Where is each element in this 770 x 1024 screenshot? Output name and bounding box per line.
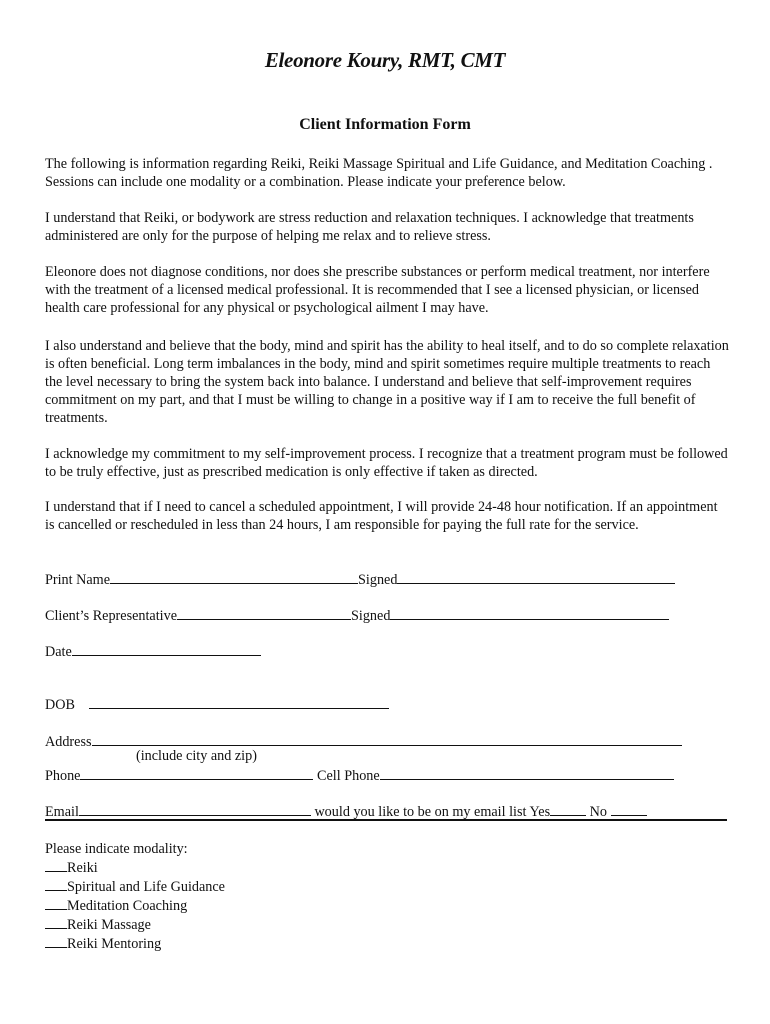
medical-disclaimer-paragraph: Eleonore does not diagnose conditions, nor does she prescribe substances or perform medical treatment, nor interfere with the treatment of a licensed medical professional. It is recommended that I see a licensed physician, or licensed health care professional for any physical or psychological ailment I may have.: [45, 264, 710, 316]
form-title: Client Information Form: [299, 116, 471, 133]
cell-phone-field[interactable]: [380, 765, 674, 780]
print-name-label: Print Name: [45, 572, 111, 588]
modality-option-meditation-coaching[interactable]: [45, 896, 225, 915]
address-note: (include city and zip): [136, 748, 257, 764]
address-label: Address: [45, 734, 92, 750]
stress-reduction-paragraph: I understand that Reiki, or bodywork are stress reduction and relaxation techniques. I acknowledge that treatments administered are only for the purpose of helping me relax and to relieve stress.: [45, 210, 694, 244]
signed-label: Signed: [358, 572, 398, 588]
email-list-question: would you like to be on my email list Yes: [314, 804, 551, 820]
modality-prompt: Please indicate modality:: [45, 841, 188, 857]
modality-option-spiritual-guidance[interactable]: [45, 877, 225, 896]
address-field[interactable]: [92, 731, 682, 746]
signature-field[interactable]: [397, 569, 675, 584]
section-divider: [45, 819, 727, 821]
phone-field[interactable]: [80, 765, 313, 780]
email-field[interactable]: [79, 801, 311, 816]
modality-option-label: Reiki: [67, 860, 98, 876]
checkbox-blank[interactable]: [45, 858, 67, 872]
modality-option-reiki-massage[interactable]: [45, 915, 225, 934]
email-row: [45, 801, 647, 821]
email-list-no-field[interactable]: [611, 801, 647, 816]
date-field[interactable]: [72, 641, 261, 656]
cancellation-paragraph: I understand that if I need to cancel a scheduled appointment, I will provide 24-48 hour notification. If an appointment is cancelled or rescheduled in less than 24 hours, I am responsible for paying the full rate for the service.: [45, 499, 718, 533]
email-label: Email: [45, 804, 79, 820]
modality-section: [45, 840, 225, 953]
date-label: Date: [45, 644, 72, 660]
representative-signature-field[interactable]: [390, 605, 669, 620]
modality-option-label: Spiritual and Life Guidance: [67, 879, 225, 895]
dob-row: [45, 694, 389, 714]
checkbox-blank[interactable]: [45, 877, 67, 891]
dob-field[interactable]: [89, 694, 389, 709]
dob-label: DOB: [45, 697, 75, 713]
representative-row: [45, 605, 669, 625]
email-list-no-label: No: [589, 804, 607, 820]
commitment-paragraph: I acknowledge my commitment to my self-improvement process. I recognize that a treatment program must be followed to be truly effective, just as prescribed medication is only effective if taken as directed.: [45, 446, 728, 480]
checkbox-blank[interactable]: [45, 934, 67, 948]
modality-option-label: Reiki Massage: [67, 917, 151, 933]
phone-row: [45, 765, 674, 785]
date-row: [45, 641, 261, 661]
practitioner-name: Eleonore Koury, RMT, CMT: [264, 48, 506, 72]
self-healing-paragraph: I also understand and believe that the body, mind and spirit has the ability to heal itself, and to do so complete relaxation is often beneficial. Long term imbalances in the body, mind and spirit sometimes require multiple treatments to reach the level necessary to bring the system back into balance. I understand and believe that self-improvement requires commitment on my part, and that I must be willing to change in a positive way if I am to receive the full benefit of treatments.: [45, 338, 729, 426]
modality-option-label: Meditation Coaching: [67, 898, 188, 914]
cell-phone-label: Cell Phone: [317, 768, 380, 784]
intro-paragraph: The following is information regarding Reiki, Reiki Massage Spiritual and Life Guidance, and Meditation Coaching . Sessions can include one modality or a combination. Please indicate your preference below.: [45, 156, 713, 190]
phone-label: Phone: [45, 768, 81, 784]
checkbox-blank[interactable]: [45, 896, 67, 910]
checkbox-blank[interactable]: [45, 915, 67, 929]
modality-option-reiki-mentoring[interactable]: [45, 934, 225, 953]
representative-field[interactable]: [177, 605, 351, 620]
print-name-row: [45, 569, 675, 589]
modality-option-reiki[interactable]: [45, 858, 225, 877]
print-name-field[interactable]: [110, 569, 358, 584]
modality-option-label: Reiki Mentoring: [67, 936, 162, 952]
representative-label: Client’s Representative: [45, 608, 177, 624]
email-list-yes-field[interactable]: [550, 801, 586, 816]
representative-signed-label: Signed: [351, 608, 391, 624]
